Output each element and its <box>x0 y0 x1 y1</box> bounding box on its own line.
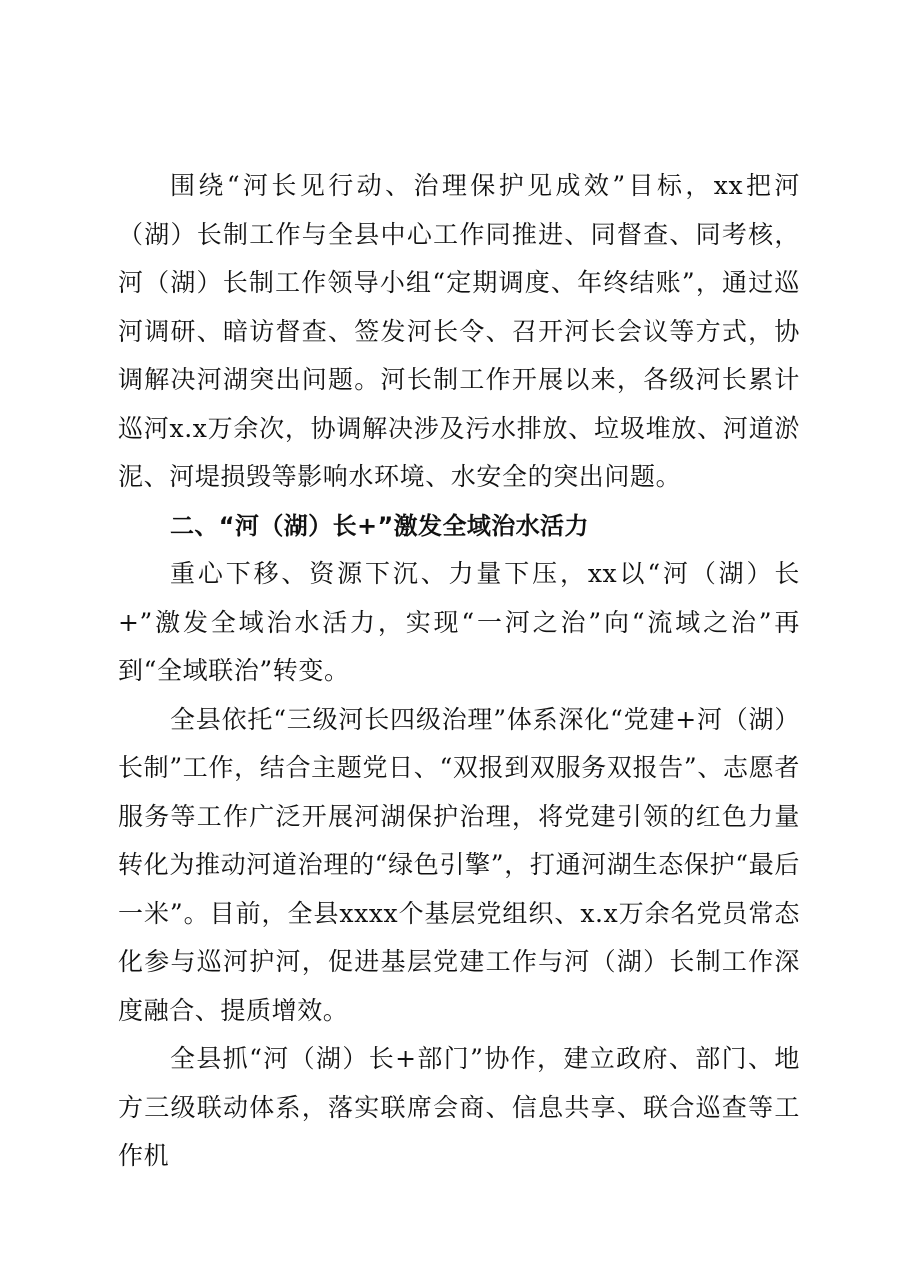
paragraph-1: 围绕“河长见行动、治理保护见成效”目标，xx把河（湖）长制工作与全县中心工作同推进、同督查、同考核，河（湖）长制工作领导小组“定期调度、年终结账”，通过巡河调研、暗访督查、签发河长令、召开河长会议等方式，协调解决河湖突出问题。河长制工作开展以来，各级河长累计巡河x.x万余次，协调解决涉及污水排放、垃圾堆放、河道淤泥、河堤损毁等影响水环境、水安全的突出问题。 <box>118 171 800 491</box>
paragraph-4: 全县抓“河（湖）长+部门”协作，建立政府、部门、地方三级联动体系，落实联席会商、信息共享、联合巡查等工作机 <box>118 1044 800 1170</box>
document-body <box>118 162 800 1181</box>
paragraph-3: 全县依托“三级河长四级治理”体系深化“党建+河（湖）长制”工作，结合主题党日、“双报到双服务双报告”、志愿者服务等工作广泛开展河湖保护治理，将党建引领的红色力量转化为推动河道治理的“绿色引擎”，打通河湖生态保护“最后一米”。目前，全县xxxx个基层党组织、x.x万余名党员常态化参与巡河护河，促进基层党建工作与河（湖）长制工作深度融合、提质增效。 <box>118 704 800 1025</box>
section-heading: 二、“河（湖）长+”激发全域治水活力 <box>170 511 589 540</box>
paragraph-2: 重心下移、资源下沉、力量下压，xx以“河（湖）长+”激发全域治水活力，实现“一河之治”向“流域之治”再到“全域联治”转变。 <box>118 559 800 685</box>
